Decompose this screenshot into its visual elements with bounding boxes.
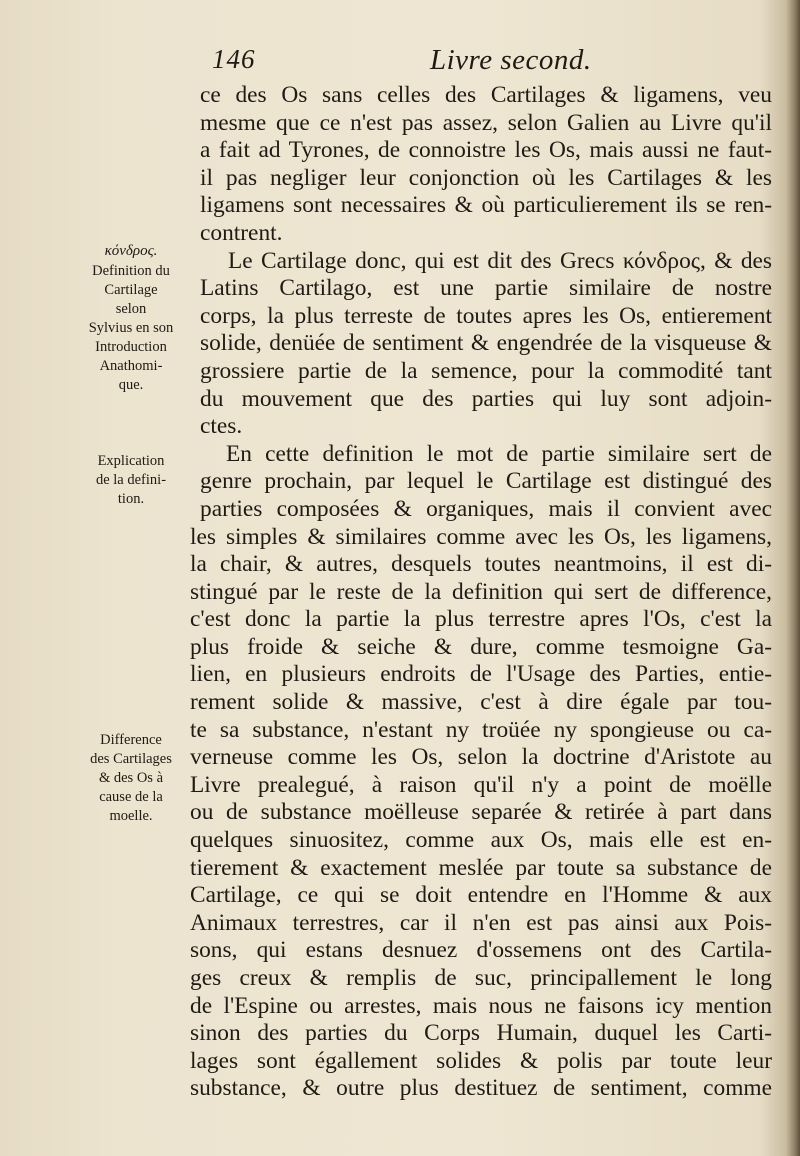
margin-note-line: Explication [97, 453, 165, 469]
text-line: de l'Espine ou arrestes, mais nous ne faisons icy mention [190, 992, 772, 1019]
text-line: les simples & similaires comme avec les Os, les ligamens, [190, 523, 772, 550]
text-line: ce des Os sans celles des Cartilages & ligamens, veu [200, 82, 772, 108]
text-line: grossiere partie de la semence, pour la commodité tant [200, 357, 772, 384]
text-line: du mouvement que des parties qui luy sont adjoin- [200, 385, 772, 412]
text-line: ou de substance moëlleuse separée & retirée à part dans [190, 799, 772, 826]
text-line: Le Cartilage donc, qui est dit des Grecs κόνδρος, & des [228, 247, 772, 274]
text-line: parties composées & organiques, mais il convient avec [200, 495, 772, 522]
text-line: plus froide & seiche & dure, comme tesmoigne Ga- [190, 633, 772, 660]
text-line: Livre prealegué, à raison qu'il n'y a point de moëlle [190, 771, 772, 798]
margin-note-line: que. [118, 377, 144, 393]
text-line: rement solide & massive, c'est à dire égale par tou- [190, 689, 772, 716]
body-text [190, 82, 772, 1103]
text-line: c'est donc la partie la plus terrestre apres l'Os, c'est la [190, 606, 772, 633]
margin-note-line: & des Os à [98, 770, 164, 786]
text-line: lien, en plusieurs endroits de l'Usage des Parties, entie- [190, 661, 772, 688]
text-line: verneuse comme les Os, selon la doctrine d'Aristote au [190, 744, 772, 771]
margin-note-line: de la defini- [95, 472, 167, 488]
text-line: Cartilage, ce qui se doit entendre en l'Homme & aux [190, 882, 772, 909]
text-line: stingué par le reste de la definition qui sert de difference, [190, 578, 772, 605]
page-edge-shadow [786, 0, 800, 1156]
text-line: Latins Cartilago, est une partie similaire de nostre [200, 275, 772, 302]
margin-note-line: Definition du [92, 263, 170, 279]
margin-note-greek [70, 242, 192, 261]
margin-note-difference [70, 731, 192, 826]
margin-note-line: Introduction [95, 339, 167, 355]
text-line: il pas negliger leur conjonction où les Cartilages & les [200, 164, 772, 191]
text-line: substance, & outre plus destituez de sentiment, comme [190, 1075, 772, 1102]
text-line: solide, denüée de sentiment & engendrée de la visqueuse & [200, 330, 772, 357]
margin-note-line: selon [115, 301, 147, 317]
text-line: ligamens sont necessaires & où particulierement ils se ren- [200, 192, 772, 219]
margin-note-line: Sylvius en son [88, 320, 174, 336]
text-line: sons, qui estans desnuez d'ossemens ont des Cartila- [190, 937, 772, 964]
text-line: sinon des parties du Corps Humain, duquel les Carti- [190, 1020, 772, 1047]
text-line: contrent. [200, 219, 283, 246]
text-line: te sa substance, n'estant ny troüée ny spongieuse ou ca- [190, 716, 772, 743]
text-line: a fait ad Tyrones, de connoistre les Os, mais aussi ne faut- [200, 137, 772, 164]
text-line: la chair, & autres, desquels toutes neantmoins, il est di- [190, 551, 772, 578]
margin-note-line: cause de la [99, 789, 163, 805]
text-line: genre prochain, par lequel le Cartilage est distingué des [200, 468, 772, 495]
text-line: corps, la plus terreste de toutes apres les Os, entierement [200, 302, 772, 329]
margin-note-line: tion. [117, 491, 145, 507]
margin-note-line: Cartilage [104, 282, 158, 298]
text-line: lages sont égallement solides & polis par toute leur [190, 1047, 772, 1074]
text-line: Animaux terrestres, car il n'en est pas ainsi aux Pois- [190, 909, 772, 936]
margin-note-line: κόνδρος. [104, 243, 158, 259]
page-number: 146 [212, 44, 256, 74]
margin-note-line: Anathomi- [99, 358, 163, 374]
text-line: ctes. [200, 413, 243, 440]
margin-note-definition [70, 262, 192, 395]
page-header [212, 44, 732, 80]
margin-note-line: Difference [100, 732, 162, 748]
text-line: En cette definition le mot de partie similaire sert de [226, 440, 772, 467]
text-line: mesme que ce n'est pas assez, selon Galien au Livre qu'il [200, 109, 772, 136]
margin-note-line: moelle. [109, 808, 153, 824]
running-title: Livre second. [430, 44, 592, 76]
margin-note-explication [70, 452, 192, 509]
text-line: ges creux & remplis de suc, principallement le long [190, 965, 772, 991]
text-line: quelques sinuositez, comme aux Os, mais elle est en- [190, 827, 772, 854]
margin-note-line: des Cartilages [90, 751, 172, 767]
text-line: tierement & exactement meslée par toute sa substance de [190, 854, 772, 881]
